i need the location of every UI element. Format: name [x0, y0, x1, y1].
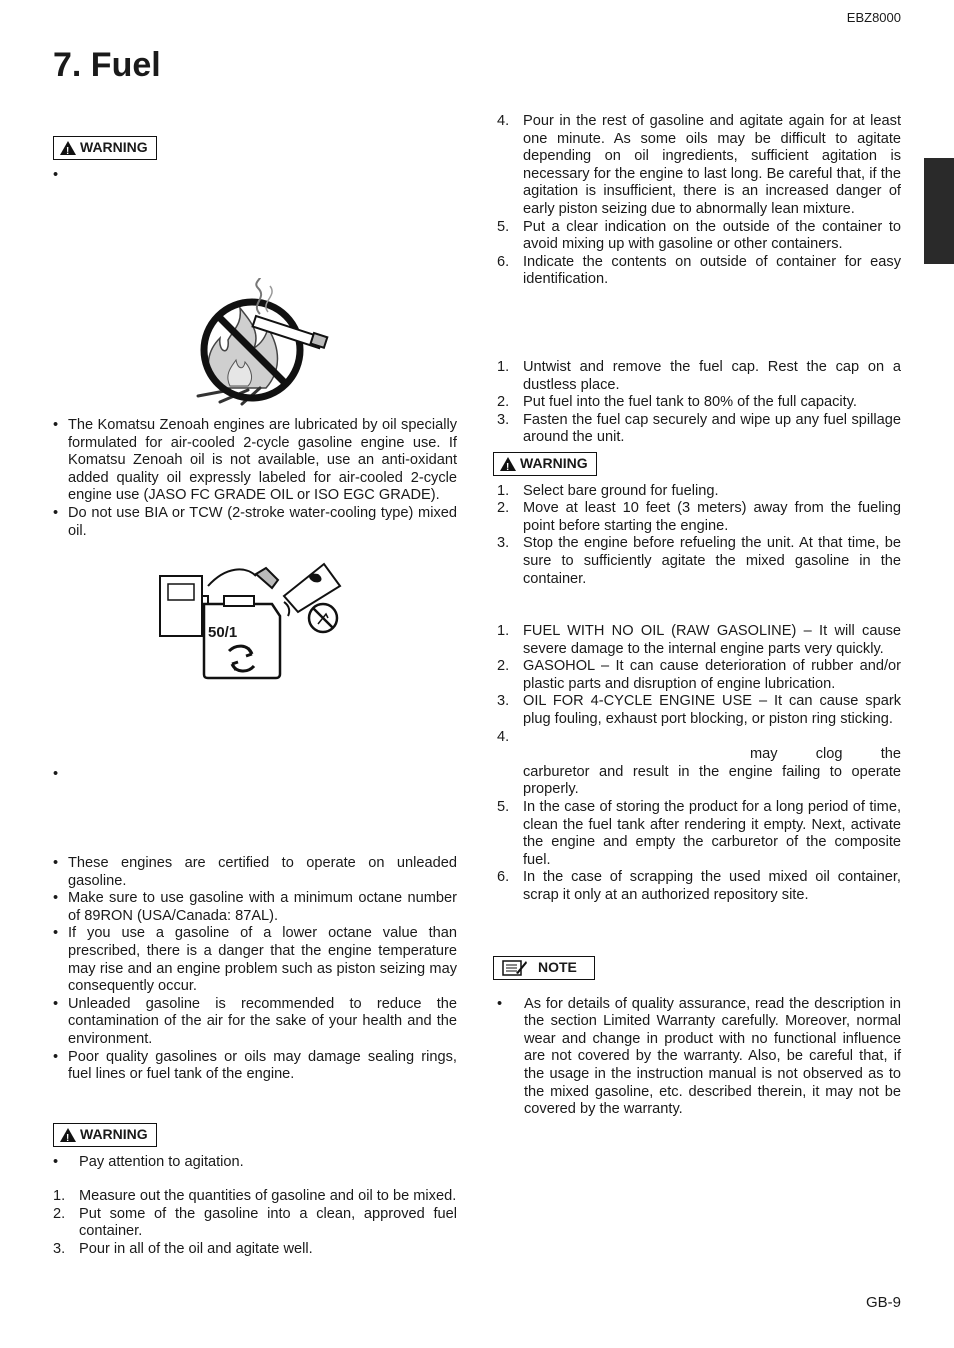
warning-label: WARNING — [520, 455, 588, 472]
warning-block-3 — [493, 452, 901, 588]
list-item: • Do not use BIA or TCW (2-stroke water-cooling type) mixed oil. — [53, 505, 457, 540]
note-block — [493, 956, 901, 1119]
gasoline-notes — [53, 855, 457, 1084]
no-smoking-fire-icon — [190, 278, 340, 412]
note-item — [493, 996, 901, 1119]
bullet: • — [53, 766, 59, 782]
mix-steps — [53, 1188, 457, 1258]
warning-badge — [53, 1123, 157, 1147]
warning-item — [53, 1154, 457, 1172]
section-tab — [924, 158, 954, 264]
warning-label: WARNING — [80, 1126, 148, 1143]
warning-badge — [493, 452, 597, 476]
note-badge — [493, 956, 595, 980]
list-item: 1. Untwist and remove the fuel cap. Rest the cap on a dustless place. — [497, 359, 901, 393]
fuel-mix-illustration — [156, 556, 346, 680]
model-number: EBZ8000 — [846, 10, 901, 25]
bullet: • — [497, 995, 503, 1012]
warning-steps — [493, 483, 901, 589]
list-item: may clog the carburetor and result in the engine failing to operate properly. — [523, 746, 901, 798]
fueling-steps — [497, 359, 901, 447]
list-item: 3. Stop the engine before refueling the unit. At that time, be sure to sufficiently agitate the mixed gasoline in the container. — [497, 535, 901, 587]
warning-block-2 — [53, 1123, 457, 1259]
list-item: 3. Fasten the fuel cap securely and wipe up any fuel spillage around the unit. — [497, 411, 901, 446]
list-item: 5. Put a clear indication on the outside of the container to avoid mixing up with gasoline or other containers. — [497, 218, 901, 253]
list-item: • Make sure to use gasoline with a minimum octane number of 89RON (USA/Canada: 87AL). — [53, 890, 457, 925]
note-label: NOTE — [538, 959, 577, 976]
list-item: 1. Measure out the quantities of gasoline and oil to be mixed. — [53, 1188, 457, 1205]
list-item: • The Komatsu Zenoah engines are lubricated by oil specially formulated for air-cooled 2-cycle gasoline engine use. If Komatsu Zenoah oil is not available, use an anti-oxidant added quality oil expressly labeled for air-cooled 2-cycle engine use (JASO FC GRADE OIL or ISO EGC GRADE). — [53, 417, 457, 505]
note-book-icon — [502, 959, 528, 977]
list-item: 3. OIL FOR 4-CYCLE ENGINE USE – It can cause spark plug fouling, exhaust port blocking, or piston ring sticking. — [497, 693, 901, 727]
list-item: 5. In the case of storing the product for a long period of time, clean the fuel tank after rendering it empty. Next, activate the engine and empty the carburetor of the composite fuel. — [497, 798, 901, 868]
list-item: • Unleaded gasoline is recommended to reduce the contamination of the air for the sake of your health and the environment. — [53, 996, 457, 1049]
bullet: • — [53, 1153, 59, 1170]
list-item: 6. Indicate the contents on outside of container for easy identification. — [497, 253, 901, 288]
warning-text: Pay attention to agitation. — [79, 1153, 244, 1170]
list-item: • If you use a gasoline of a lower octane value than prescribed, there is a danger that the engine temperature may rise and an engine problem such as piston seizing may consequently occur. — [53, 925, 457, 995]
warning-triangle-icon — [60, 1128, 76, 1142]
mix-ratio-label: 50/1 — [208, 624, 238, 641]
page-number: GB-9 — [865, 1294, 901, 1311]
warning-badge — [53, 136, 157, 160]
list-item: 1. Select bare ground for fueling. — [497, 482, 719, 499]
list-item: 2. Move at least 10 feet (3 meters) away from the fueling point before starting the engine. — [497, 500, 901, 534]
list-item: 2. Put some of the gasoline into a clean, approved fuel container. — [53, 1205, 457, 1240]
list-item: 2. GASOHOL – It can cause deterioration of rubber and/or plastic parts and disruption of engine lubrication. — [497, 658, 901, 692]
list-item: 1. FUEL WITH NO OIL (RAW GASOLINE) – It will cause severe damage to the internal engine parts very quickly. — [497, 623, 901, 657]
list-item: 2. Put fuel into the fuel tank to 80% of the full capacity. — [497, 394, 857, 411]
list-item: 4. Pour in the rest of gasoline and agitate again for at least one minute. As some oils may be difficult to agitate depending on oil ingredients, sufficient agitation is necessary for the engine to last long. Be careful that, if the agitation is insufficient, there is an increased danger of early piston seizing due to abnormally lean mixture. — [497, 113, 901, 217]
note-text: As for details of quality assurance, read the description in the section Limited Warranty carefully. Moreover, normal wear and change in product with no functional influence are not covered by the warranty. Also, be careful that, if the usage in the instruction manual is not observed as to the mixed gasoline, etc. described therein, it may not be covered by the warranty. — [524, 995, 901, 1118]
list-item: 4. — [497, 728, 510, 745]
warning-label: WARNING — [80, 139, 148, 156]
lone-bullet — [53, 766, 457, 784]
warning-bullet: • — [53, 166, 59, 183]
oil-notes — [53, 417, 457, 540]
fuels-to-avoid — [497, 623, 901, 905]
page-title: 7. Fuel — [53, 46, 161, 84]
list-item: 3. Pour in all of the oil and agitate well. — [53, 1240, 313, 1257]
list-item: • Poor quality gasolines or oils may damage sealing rings, fuel lines or fuel tank of the engine. — [53, 1049, 457, 1084]
warning-triangle-icon — [60, 141, 76, 155]
warning-block-1 — [53, 136, 457, 184]
warning-triangle-icon — [500, 457, 516, 471]
list-item: • These engines are certified to operate on unleaded gasoline. — [53, 855, 457, 890]
mix-steps-continued — [497, 113, 901, 289]
fuel-can-icon — [156, 556, 346, 680]
list-item: 6. In the case of scrapping the used mixed oil container, scrap it only at an authorized repository site. — [497, 869, 901, 903]
